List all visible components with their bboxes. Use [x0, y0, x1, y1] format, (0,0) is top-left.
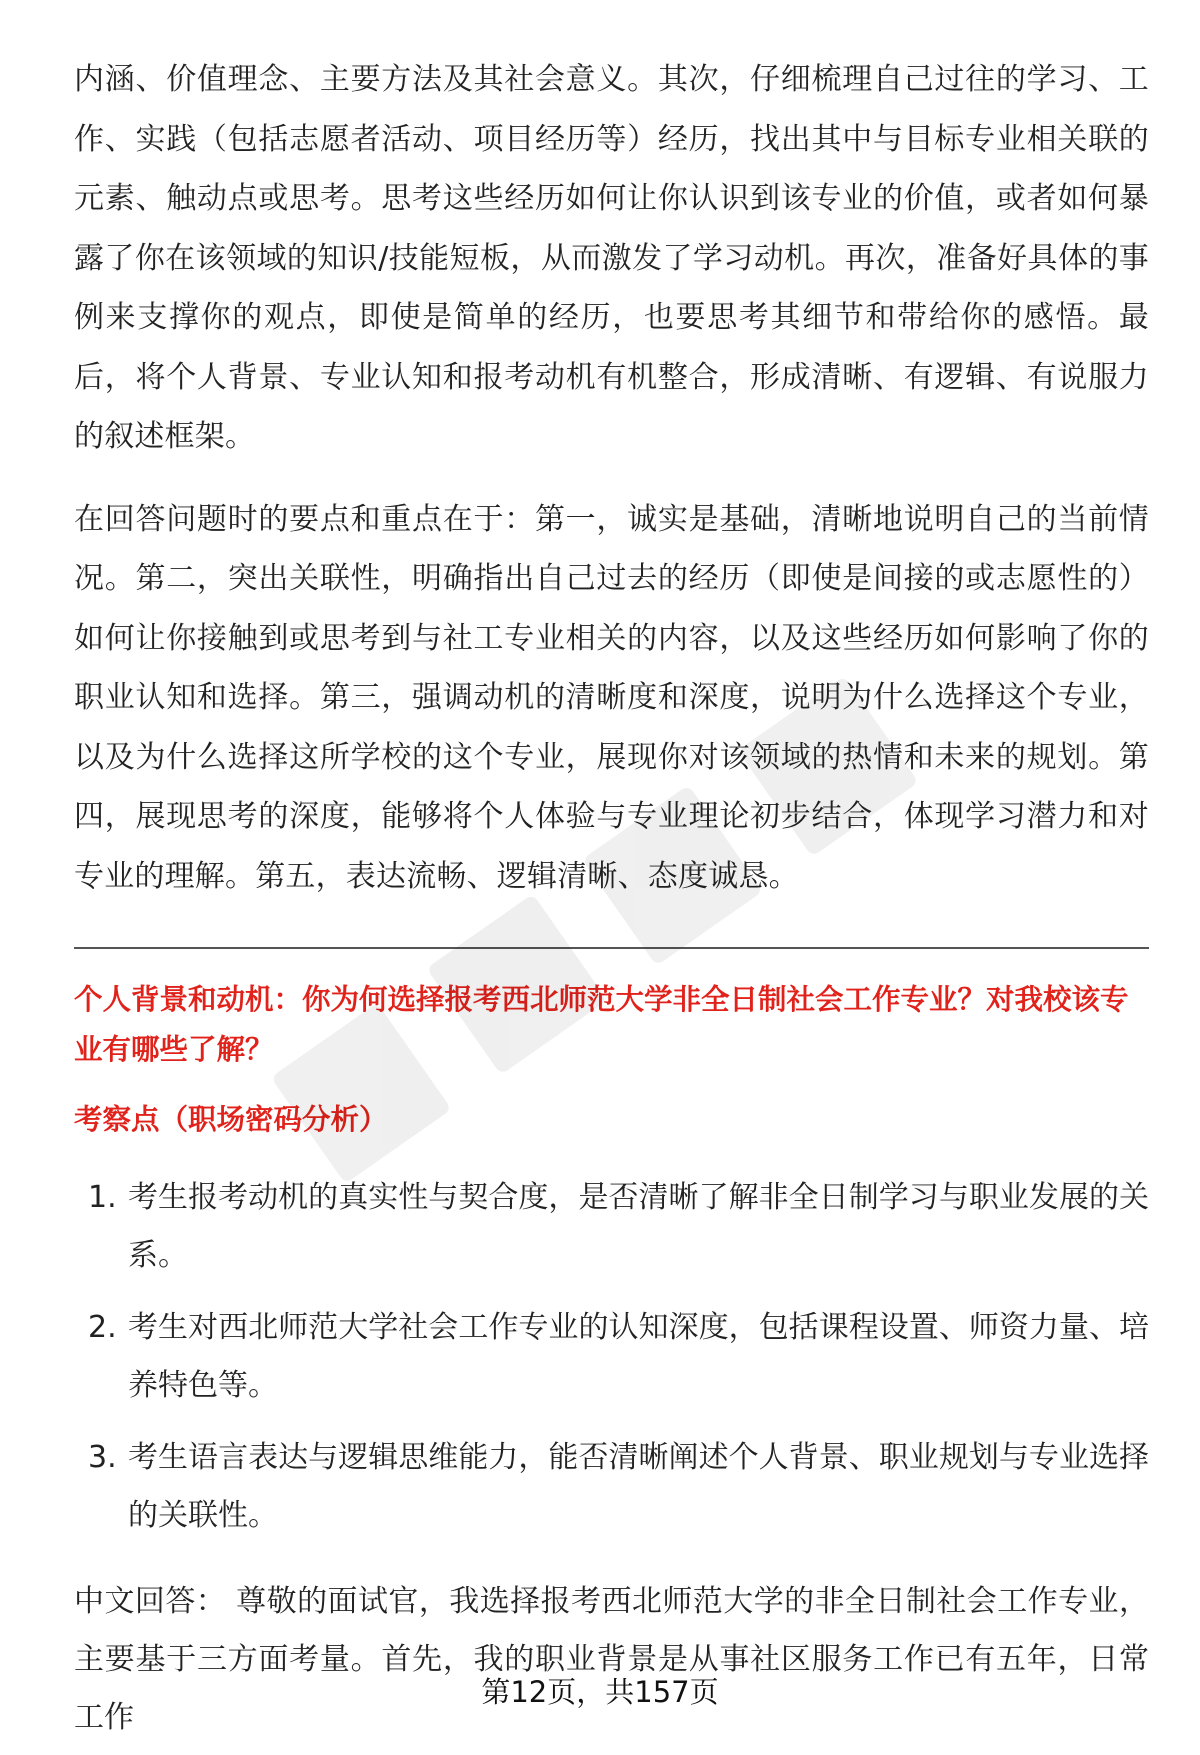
list-item-text: 考生语言表达与逻辑思维能力，能否清晰阐述个人背景、职业规划与专业选择的关联性。 [128, 1440, 1149, 1533]
question-heading: 个人背景和动机：你为何选择报考西北师范大学非全日制社会工作专业？对我校该专业有哪些了解？ [74, 983, 1129, 1066]
document-body [74, 50, 1149, 1747]
list-item-text: 考生报考动机的真实性与契合度，是否清晰了解非全日制学习与职业发展的关系。 [128, 1180, 1149, 1273]
body-paragraph: 内涵、价值理念、主要方法及其社会意义。其次，仔细梳理自己过往的学习、工作、实践（包括志愿者活动、项目经历等）经历，找出其中与目标专业相关联的元素、触动点或思考。思考这些经历如何让你认识到该专业的价值，或者如何暴露了你在该领域的知识/技能短板，从而激发了学习动机。再次，准备好具体的事例来支撑你的观点，即使是简单的经历，也要思考其细节和带给你的感悟。最后，将个人背景、专业认知和报考动机有机整合，形成清晰、有逻辑、有说服力的叙述框架。 [74, 62, 1149, 454]
page-number-footer: 第12页，共157页 [481, 1675, 719, 1709]
analysis-points-list [74, 1169, 1149, 1545]
list-item [74, 1169, 1149, 1285]
answer-paragraph: 中文回答： 尊敬的面试官，我选择报考西北师范大学的非全日制社会工作专业，主要基于三方面考量。首先，我的职业背景是从事社区服务工作已有五年，日常工作 [74, 1584, 1149, 1735]
list-item-text: 考生对西北师范大学社会工作专业的认知深度，包括课程设置、师资力量、培养特色等。 [128, 1310, 1149, 1403]
body-paragraph: 在回答问题时的要点和重点在于：第一，诚实是基础，清晰地说明自己的当前情况。第二，突出关联性，明确指出自己过去的经历（即使是间接的或志愿性的）如何让你接触到或思考到与社工专业相关的内容，以及这些经历如何影响了你的职业认知和选择。第三，强调动机的清晰度和深度，说明为什么选择这个专业，以及为什么选择这所学校的这个专业，展现你对该领域的热情和未来的规划。第四，展现思考的深度，能够将个人体验与专业理论初步结合，体现学习潜力和对专业的理解。第五，表达流畅、逻辑清晰、态度诚恳。 [74, 501, 1149, 894]
section-divider [74, 947, 1149, 949]
list-item [74, 1299, 1149, 1415]
list-item-number: 3. [88, 1440, 117, 1475]
list-item [74, 1429, 1149, 1545]
list-item-number: 2. [88, 1310, 117, 1345]
list-item-number: 1. [88, 1180, 117, 1215]
analysis-subheading: 考察点（职场密码分析） [74, 1103, 388, 1136]
